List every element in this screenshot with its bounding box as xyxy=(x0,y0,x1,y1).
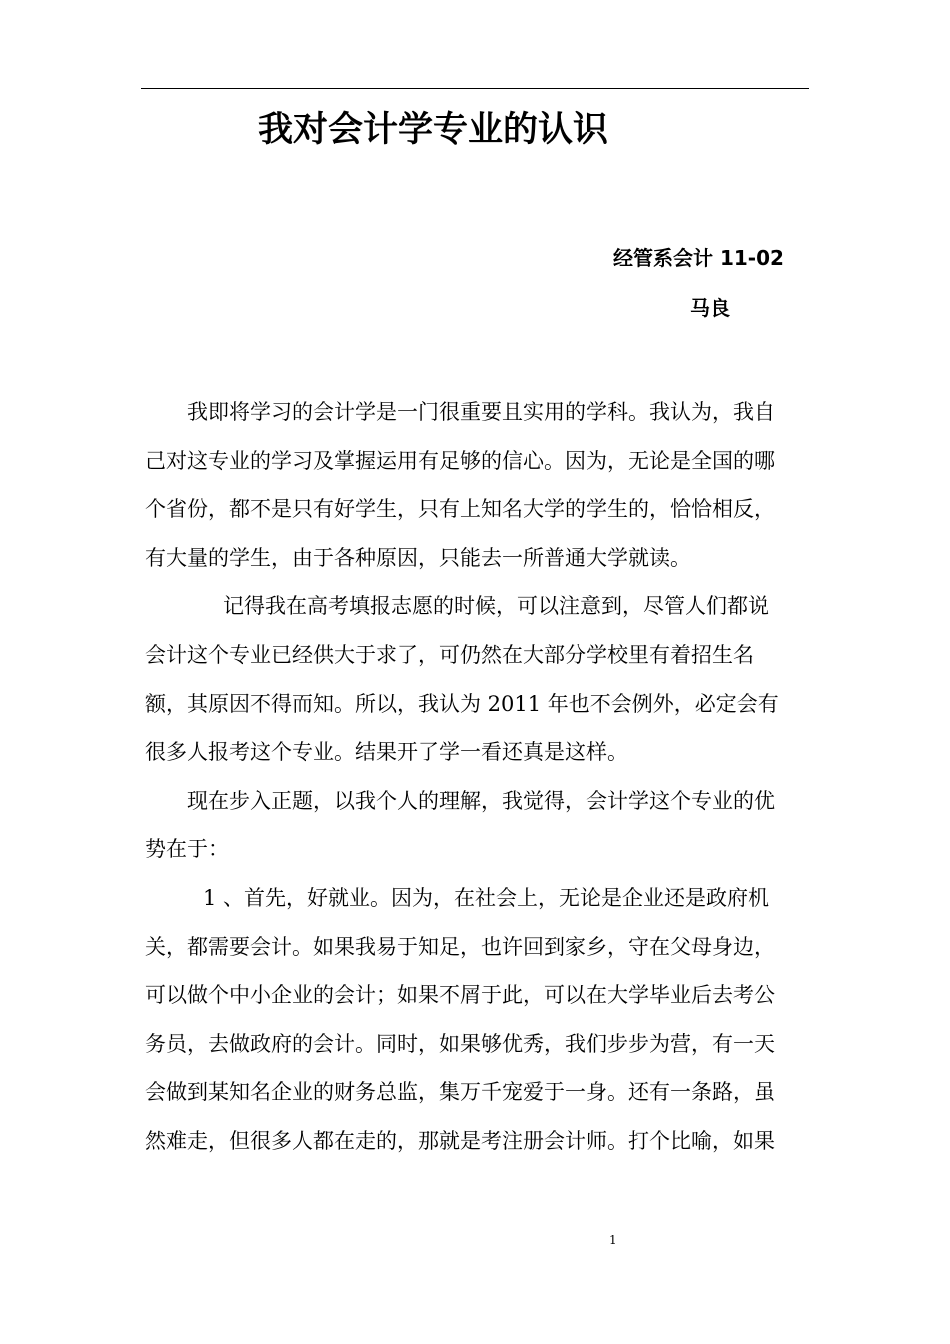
text-line: 务员，去做政府的会计。同时，如果够优秀，我们步步为营，有一天 xyxy=(145,1031,775,1056)
paragraph-1 xyxy=(145,388,809,582)
text-line: 势在于： xyxy=(145,837,229,862)
text-line: 记得我在高考填报志愿的时候，可以注意到，尽管人们都说 xyxy=(223,594,769,619)
author-name: 马良 xyxy=(690,296,730,320)
text-line: 我即将学习的会计学是一门很重要且实用的学科。我认为，我自 xyxy=(187,400,775,424)
text-line: 额，其原因不得而知。所以，我认为 2011 年也不会例外，必定会有 xyxy=(145,691,779,716)
paragraph-2 xyxy=(145,582,809,776)
document-body xyxy=(145,388,809,1166)
text-line: 现在步入正题，以我个人的理解，我觉得，会计学这个专业的优 xyxy=(187,788,775,813)
text-line: 己对这专业的学习及掌握运用有足够的信心。因为，无论是全国的哪 xyxy=(145,448,775,473)
text-line: 1 、首先，好就业。因为，在社会上，无论是企业还是政府机 xyxy=(203,885,770,910)
text-line: 可以做个中小企业的会计；如果不屑于此，可以在大学毕业后去考公 xyxy=(145,983,775,1008)
department-class: 经管系会计 11-02 xyxy=(613,246,784,270)
header-rule xyxy=(141,88,809,89)
text-line: 很多人报考这个专业。结果开了学一看还真是这样。 xyxy=(145,740,628,765)
paragraph-3 xyxy=(145,777,809,874)
page-number: 1 xyxy=(609,1233,617,1247)
text-line: 然难走，但很多人都在走的，那就是考注册会计师。打个比喻，如果 xyxy=(145,1128,775,1153)
text-line: 会做到某知名企业的财务总监，集万千宠爱于一身。还有一条路，虽 xyxy=(145,1080,775,1105)
document-title: 我对会计学专业的认识 xyxy=(258,110,609,150)
text-line: 会计这个专业已经供大于求了，可仍然在大部分学校里有着招生名 xyxy=(145,642,754,667)
text-line: 关，都需要会计。如果我易于知足，也许回到家乡，守在父母身边， xyxy=(145,934,775,959)
text-line: 有大量的学生，由于各种原因，只能去一所普通大学就读。 xyxy=(145,545,691,570)
paragraph-4 xyxy=(145,874,809,1166)
text-line: 个省份，都不是只有好学生，只有上知名大学的学生的，恰恰相反， xyxy=(145,497,775,522)
